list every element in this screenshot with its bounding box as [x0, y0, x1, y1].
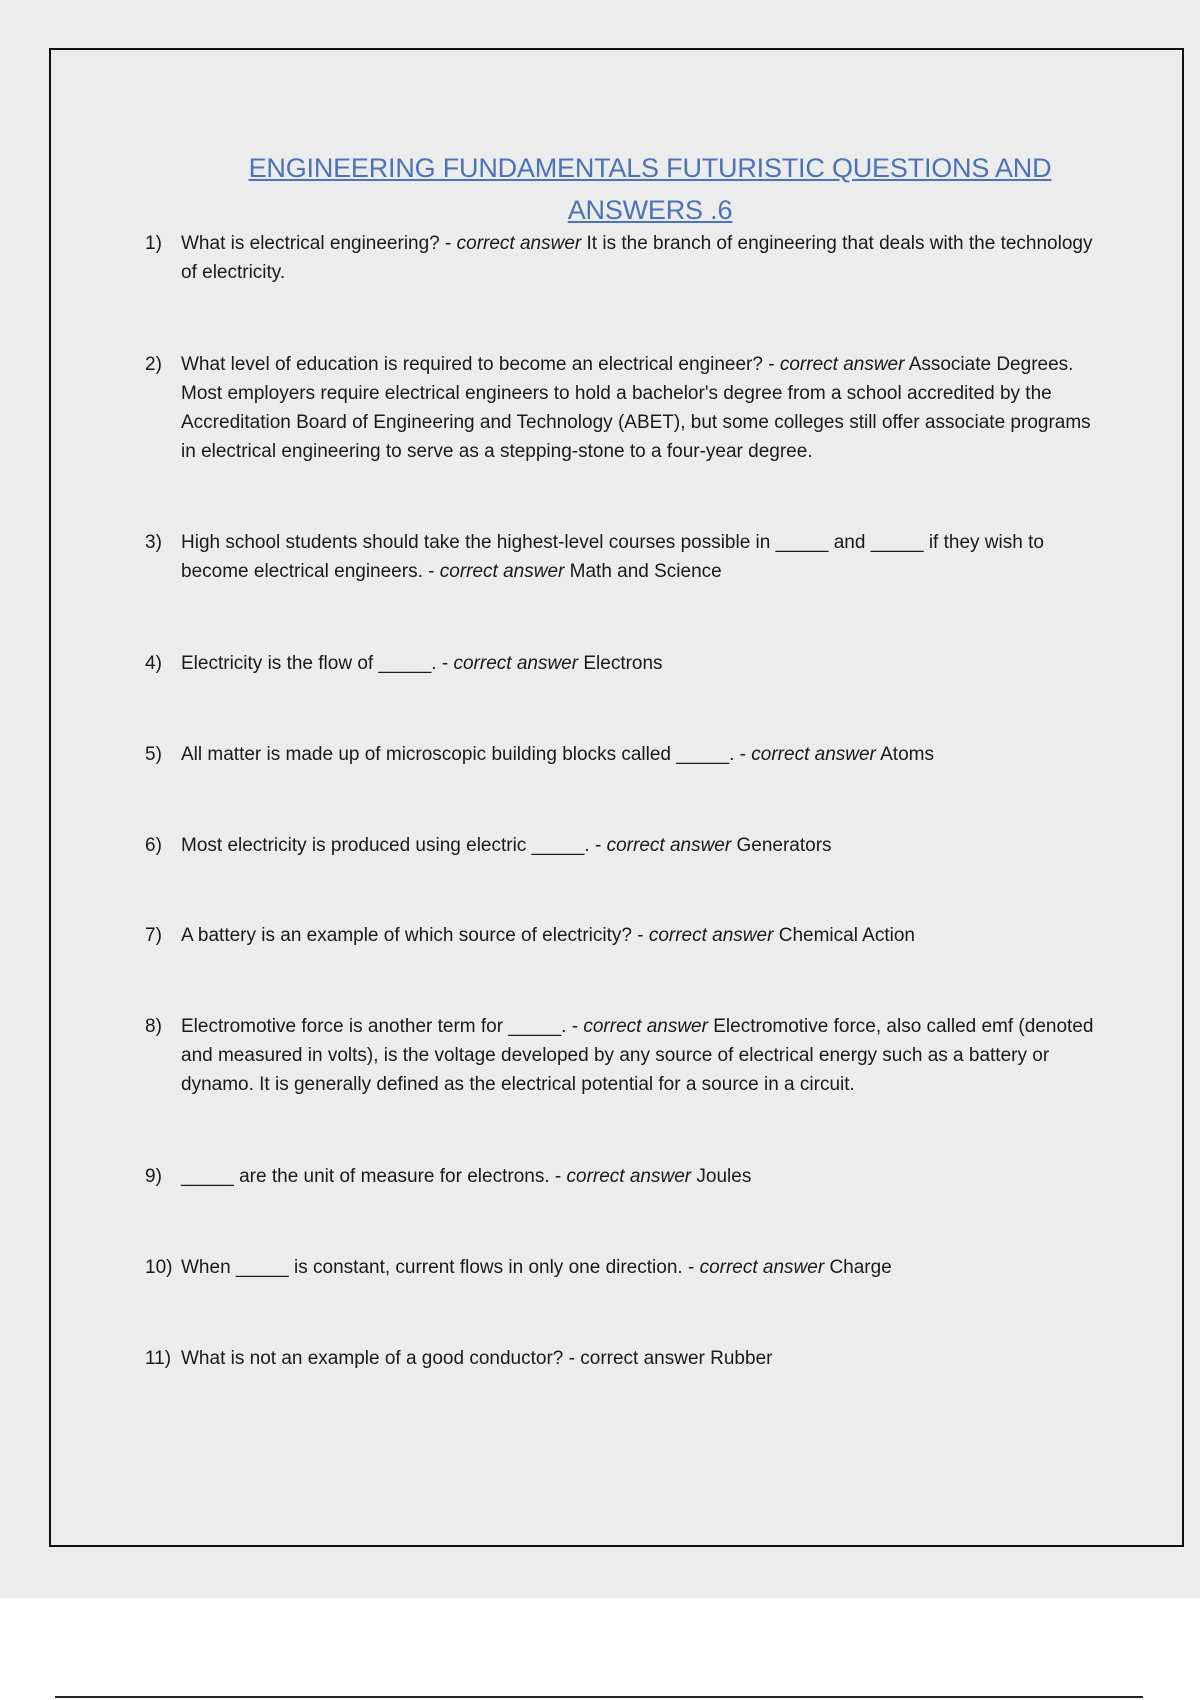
qa-number: 3) [145, 532, 162, 553]
qa-number: 10) [145, 1257, 173, 1278]
qa-item-9: 9) _____ are the unit of measure for electrons. - correct answer Joules [145, 1162, 1095, 1191]
qa-item-6: 6) Most electricity is produced using electric _____. - correct answer Generators [145, 831, 1095, 860]
title-line-2: ANSWERS .6 [567, 195, 733, 225]
title-line-1: ENGINEERING FUNDAMENTALS FUTURISTIC QUESTIONS AND [248, 153, 1052, 183]
answer-label: correct answer [779, 354, 905, 375]
qa-answer: Math and Science [569, 561, 722, 582]
qa-answer: Rubber [710, 1348, 773, 1369]
qa-answer: Associate Degrees. Most employers require electrical engineers to hold a bachelor's degree from a school accredited by the Accreditation Board of Engineering and Technology (ABET), but some colleges still offer associate programs in electrical engineering to serve as a stepping-stone to a four-year degree. [181, 354, 1091, 462]
answer-label: correct answer [580, 1348, 705, 1369]
qa-item-5: 5) All matter is made up of microscopic building blocks called _____. - correct answer Atoms [145, 740, 1095, 769]
qa-number: 4) [145, 653, 162, 674]
qa-answer: Chemical Action [778, 925, 915, 946]
qa-question: All matter is made up of microscopic building blocks called _____. [181, 744, 735, 765]
qa-number: 8) [145, 1016, 162, 1037]
answer-label: correct answer [583, 1016, 708, 1037]
answer-label: correct answer [648, 925, 774, 946]
qa-answer: Joules [696, 1166, 752, 1187]
qa-item-3: 3) High school students should take the highest-level courses possible in _____ and _____ if they wish to become electrical engineers. - correct answer Math and Science [145, 528, 1095, 586]
qa-question: What is electrical engineering? [181, 233, 440, 254]
qa-question: What level of education is required to become an electrical engineer? [181, 354, 763, 375]
answer-label: correct answer [699, 1257, 825, 1278]
qa-question: What is not an example of a good conductor? [181, 1348, 564, 1369]
answer-label: correct answer [566, 1166, 692, 1187]
qa-item-8: 8) Electromotive force is another term for _____. - correct answer Electromotive force, also called emf (denoted and measured in volts), is the voltage developed by any source of electrical energy such as a battery or dynamo. It is generally defined as the electrical potential for a source in a circuit. [145, 1012, 1095, 1099]
qa-number: 6) [145, 835, 162, 856]
qa-item-11: 11) What is not an example of a good conductor? - correct answer Rubber [145, 1344, 1095, 1373]
qa-number: 5) [145, 744, 162, 765]
qa-question: _____ are the unit of measure for electrons. [181, 1166, 550, 1187]
answer-label: correct answer [606, 835, 732, 856]
answer-label: correct answer [751, 744, 876, 765]
qa-answer: Generators [736, 835, 832, 856]
qa-item-2: 2) What level of education is required to become an electrical engineer? - correct answer Associate Degrees. Most employers require electrical engineers to hold a bachelor's degree from a school accredited by the Accreditation Board of Engineering and Technology (ABET), but some colleges still offer associate programs in electrical engineering to serve as a stepping-stone to a four-year degree. [145, 350, 1095, 466]
qa-number: 7) [145, 925, 162, 946]
qa-item-1: 1) What is electrical engineering? - correct answer It is the branch of engineering that deals with the technology of electricity. [145, 229, 1095, 287]
qa-item-7: 7) A battery is an example of which source of electricity? - correct answer Chemical Action [145, 921, 1095, 950]
qa-answer: Electrons [583, 653, 663, 674]
qa-question: High school students should take the highest-level courses possible in _____ and _____ if they wish to become electrical engineers. [181, 532, 1044, 582]
qa-number: 2) [145, 354, 162, 375]
document-title [230, 147, 1070, 231]
qa-number: 9) [145, 1166, 162, 1187]
answer-label: correct answer [453, 653, 579, 674]
qa-question: Electromotive force is another term for _____. [181, 1016, 567, 1037]
qa-number: 1) [145, 233, 162, 254]
footer-divider [55, 1696, 1143, 1698]
qa-answer: It is the branch of engineering that deals with the technology of electricity. [181, 233, 1093, 283]
qa-question: When _____ is constant, current flows in only one direction. [181, 1257, 683, 1278]
qa-answer: Charge [829, 1257, 892, 1278]
qa-number: 11) [145, 1348, 172, 1369]
qa-question: A battery is an example of which source of electricity? [181, 925, 632, 946]
qa-item-4: 4) Electricity is the flow of _____. - correct answer Electrons [145, 649, 1095, 678]
qa-answer: Atoms [880, 744, 934, 765]
qa-question: Electricity is the flow of _____. [181, 653, 437, 674]
qa-item-10: 10) When _____ is constant, current flows in only one direction. - correct answer Charge [145, 1253, 1095, 1282]
answer-label: correct answer [456, 233, 582, 254]
answer-label: correct answer [439, 561, 565, 582]
qa-answer: Electromotive force, also called emf (denoted and measured in volts), is the voltage developed by any source of electrical energy such as a battery or dynamo. It is generally defined as the electrical potential for a source in a circuit. [181, 1016, 1094, 1095]
qa-question: Most electricity is produced using electric _____. [181, 835, 590, 856]
